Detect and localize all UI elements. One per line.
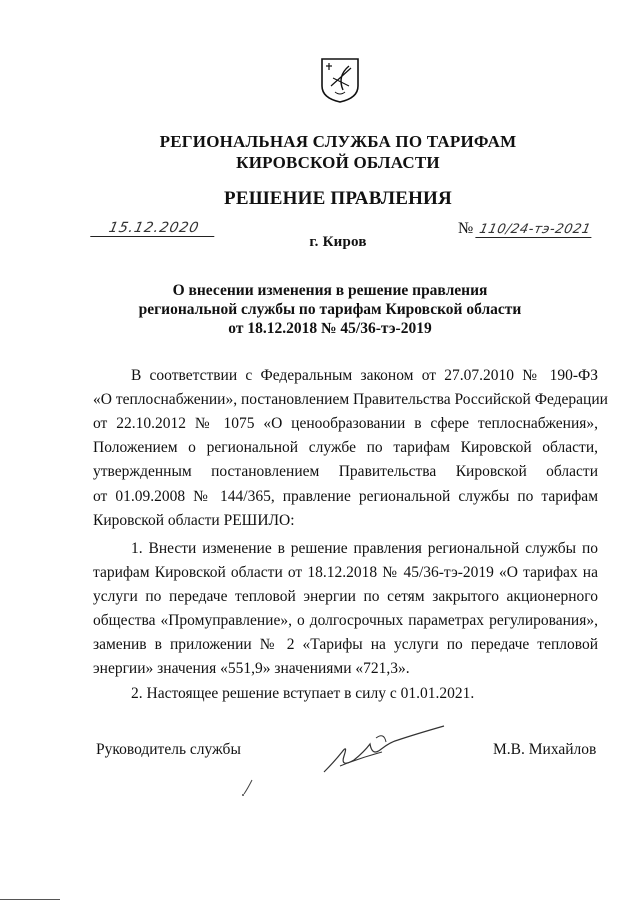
body-line: Кировской области РЕШИЛО:	[93, 512, 295, 529]
subject-line3: от 18.12.2018 № 45/36-тэ-2019	[228, 320, 432, 337]
handwritten-signature-icon	[320, 722, 450, 782]
issuer-name-line1: РЕГИОНАЛЬНАЯ СЛУЖБА ПО ТАРИФАМ	[159, 132, 517, 151]
document-date: 15.12.2020	[90, 220, 218, 237]
subject-line1: О внесении изменения в решение правления	[172, 282, 488, 299]
body-line: заменив в приложении № 2 «Тарифы на услуги по передаче тепловой	[93, 636, 598, 653]
subject-line2: региональной службы по тарифам Кировской области	[138, 301, 522, 318]
body-line: Положением о региональной службе по тарифам Кировской области,	[93, 439, 598, 456]
body-line: В соответствии с Федеральным законом от 27.07.2010 № 190-ФЗ	[131, 367, 598, 384]
body-line: общества «Промуправление», о долгосрочных параметрах регулирования»,	[93, 612, 598, 629]
body-line: тарифам Кировской области от 18.12.2018 № 45/36-тэ-2019 «О тарифах на	[93, 564, 598, 581]
city-label: г. Киров	[309, 234, 367, 250]
body-line: 2. Настоящее решение вступает в силу с 01.01.2021.	[131, 685, 475, 702]
issuer-name-line2: КИРОВСКОЙ ОБЛАСТИ	[236, 153, 440, 172]
body-line: от 01.09.2008 № 144/365, правление региональной службы по тарифам	[93, 488, 598, 505]
pen-mark-icon	[238, 776, 258, 798]
body-line: услуги по передаче тепловой энергии по сетям закрытого акционерного	[93, 588, 598, 605]
number-sign: №	[458, 220, 474, 237]
signatory-name: М.В. Михайлов	[493, 741, 597, 758]
signatory-position: Руководитель службы	[96, 741, 241, 758]
body-line: утвержденным постановлением Правительства Кировской области	[93, 463, 598, 480]
kirov-oblast-coat-of-arms-icon	[319, 56, 361, 104]
footer-divider	[0, 899, 60, 900]
body-line: от 22.10.2012 № 1075 «О ценообразовании в сфере теплоснабжения»,	[93, 415, 598, 432]
document-title: РЕШЕНИЕ ПРАВЛЕНИЯ	[224, 188, 452, 209]
number-value: 110/24-тэ-2021	[476, 222, 595, 238]
body-line: энергии» значения «551,9» значениями «721,3».	[93, 660, 410, 677]
body-line: 1. Внести изменение в решение правления региональной службы по	[131, 540, 598, 557]
body-line: «О теплоснабжении», постановлением Правительства Российской Федерации	[93, 391, 608, 408]
